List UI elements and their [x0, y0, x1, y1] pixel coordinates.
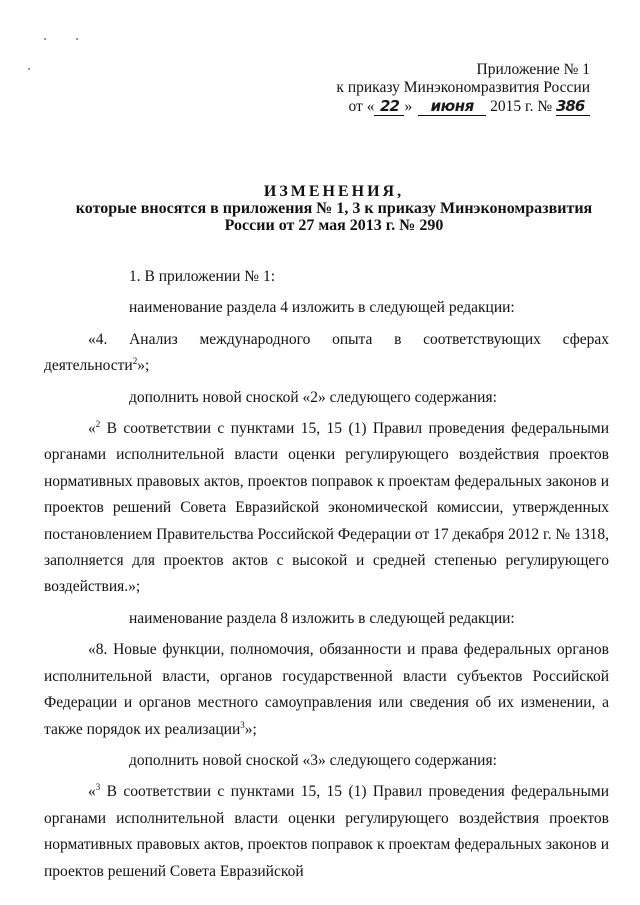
date-quote-close: » [404, 98, 413, 115]
title-heading: ИЗМЕНЕНИЯ, [263, 183, 405, 200]
paragraph-7 [44, 637, 609, 743]
paragraph-4: дополнить новой сноской «2» следующего содержания: [129, 388, 497, 406]
footnote-ref-2: 2 [132, 356, 138, 367]
document-title [60, 183, 608, 234]
date-prefix: от « [348, 98, 375, 115]
paragraph-2: наименование раздела 4 изложить в следующей редакции: [129, 299, 515, 317]
paragraph-9-open: « [88, 783, 96, 801]
approval-stamp-block [300, 61, 590, 116]
document-body [44, 264, 609, 885]
title-subheading-2: России от 27 мая 2013 г. № 290 [224, 217, 444, 234]
paragraph-7-text: «8. Новые функции, полномочия, обязанности и права федеральных органов исполнительной власти, органов государственной власти субъектов Российской Федерации и органов местного самоуправления или сведения об их изменении, а также порядок их реализации [44, 641, 609, 738]
footnote-mark-3: 3 [95, 782, 101, 793]
paragraph-9-text: В соответствии с пунктами 15, 15 (1) Правил проведения федеральными органами исполнительной власти оценки регулирующего воздействия проектов нормативных правовых актов, проектов поправок к проектам федеральных законов и проектов решений Совета Евразийской [44, 783, 609, 880]
paragraph-1: 1. В приложении № 1: [129, 268, 276, 285]
paragraph-7-tail: »; [244, 720, 257, 738]
paragraph-9 [44, 779, 609, 885]
appendix-label: Приложение № 1 [476, 61, 590, 78]
order-reference: к приказу Минэкономразвития России [336, 79, 590, 96]
footnote-mark-2: 2 [95, 418, 101, 429]
paragraph-8: дополнить новой сноской «3» следующего содержания: [129, 751, 497, 769]
paragraph-3-tail: »; [137, 357, 150, 375]
footnote-ref-3: 3 [240, 719, 245, 730]
paragraph-5-open: « [88, 420, 96, 438]
handwritten-month: июня [418, 97, 486, 116]
paragraph-5-text: В соответствии с пунктами 15, 15 (1) Правил проведения федеральными органами исполнительной власти оценки регулирующего воздействия проектов нормативных правовых актов, проектов поправок к проектам федеральных законов и проектов решений Совета Евразийской экономической комиссии, утвержденных постановлением Правительства Российской Федерации от 17 декабря 2012 г. № 1318, заполняется для проектов актов с высокой и средней степенью регулирующего воздействия.»; [44, 420, 609, 596]
paragraph-3-text: «4. Анализ международного опыта в соответствующих сферах деятельности [44, 330, 609, 375]
handwritten-day: 22 [374, 97, 404, 116]
paragraph-6: наименование раздела 8 изложить в следующей редакции: [129, 609, 515, 627]
paragraph-3 [44, 327, 609, 380]
order-date-line [300, 97, 590, 116]
paragraph-5 [44, 416, 609, 601]
handwritten-order-number: 386 [556, 97, 590, 116]
date-year: 2015 г. № [490, 98, 553, 115]
title-subheading: которые вносятся в приложения № 1, 3 к приказу Минэкономразвития [75, 200, 593, 217]
